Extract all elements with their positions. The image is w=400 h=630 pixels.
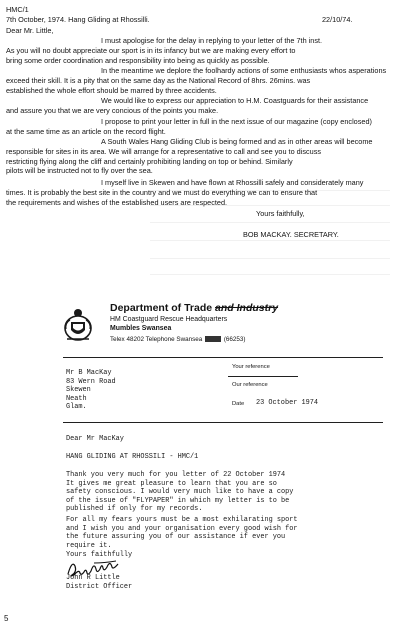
struck-text: and Industry — [215, 302, 279, 314]
address-line: Skewen — [66, 386, 91, 395]
text-line: of the issue of "FLYPAPER" in which my letter is to be — [66, 496, 290, 505]
text-line: I must apologise for the delay in replying to your letter of the 7th inst. — [101, 36, 323, 45]
paragraph-6 — [6, 178, 363, 207]
salutation: Dear Mr. Little, — [6, 26, 54, 35]
text-line: the requirements and wishes of the established users are respected. — [6, 197, 228, 207]
reference: HMC/1 — [6, 5, 29, 14]
agency-name: HM Coastguard Rescue Headquarters — [110, 316, 228, 323]
text-line: pilots will be instructed not to fly over the sea. — [6, 166, 153, 176]
address-line: Glam. — [66, 403, 87, 412]
salutation: Dear Mr MacKay — [66, 435, 124, 443]
text-line: responsible for sites in its area. We will arrange for a representative to call and see you to discuss — [6, 146, 322, 156]
royal-crest-icon — [63, 307, 93, 343]
paragraph-1 — [6, 36, 322, 65]
address-line: 83 Wern Road — [66, 377, 116, 386]
recipient-address — [66, 369, 116, 412]
text-line: exceed their skill. It is a pity that on the same day as the National Record of 8hrs. 26mins. was — [6, 75, 311, 85]
text-line: the future assuring you of our assistance if ever you — [66, 533, 286, 542]
text-line: For all my fears yours must be a most exhilarating sport — [66, 516, 298, 524]
text-line: established the whole effort should be marred by three accidents. — [6, 85, 217, 95]
signer-name: John R Little — [66, 574, 120, 582]
department-name: Department of Trade and Industry — [110, 302, 279, 314]
text-line: As you will no doubt appreciate our sport is in its infancy but we are making every effort to — [6, 45, 296, 55]
signer-title: District Officer — [66, 583, 133, 591]
paragraph-2 — [6, 66, 386, 95]
telex-line: Telex 48202 Telephone Swansea (66253) — [110, 336, 246, 343]
closing: Yours faithfully — [66, 551, 133, 559]
paragraph-1 — [66, 471, 293, 514]
date-value: 23 October 1974 — [256, 399, 319, 407]
text-line: We would like to express our appreciation to H.M. Coastguards for their assistance — [101, 96, 369, 105]
our-reference-label: Our reference — [232, 382, 268, 388]
text-line: safety conscious. I would very much like to have a copy — [66, 488, 294, 497]
letter-date: 22/10/74. — [322, 15, 353, 24]
signatory: BOB MACKAY. SECRETARY. — [243, 230, 339, 239]
divider — [63, 422, 383, 423]
text-line: It gives me great pleasure to learn that you are so — [66, 479, 277, 488]
reference-rule — [228, 376, 298, 377]
text-line: and I wish you and your organisation every good wish for — [66, 524, 298, 533]
text-line: and assure you that we are very concious of the points you make. — [6, 105, 219, 115]
your-reference-label: Your reference — [232, 364, 270, 370]
text-line: I propose to print your letter in full in the next issue of our magazine (copy enclosed) — [101, 117, 372, 126]
paragraph-3 — [6, 96, 368, 116]
text-line: restricting flying along the cliff and certainly prohibiting landing on top or behind. Similarly — [6, 156, 293, 166]
letter-subject: 7th October, 1974. Hang Gliding at Rhossilli. — [6, 15, 150, 24]
text-line: bring some order coordination and responsibility into being as quickly as possible. — [6, 55, 270, 65]
text-line: A South Wales Hang Gliding Club is being formed and as in other areas will become — [101, 137, 373, 146]
date-label: Date — [232, 401, 245, 407]
letter-subject: HANG GLIDING AT RHOSSILI - HMC/1 — [66, 453, 199, 461]
paragraph-2 — [66, 516, 298, 550]
text-line: at the same time as an article on the record flight. — [6, 126, 166, 136]
paragraph-4 — [6, 117, 372, 137]
page-number: 5 — [4, 614, 9, 623]
paragraph-5 — [6, 137, 372, 176]
text-line: I myself live in Skewen and have flown at Rhossilli safely and considerately many — [101, 178, 364, 187]
text-line: times. It is probably the best site in the country and we must do everything we can to ensure that — [6, 187, 318, 197]
divider — [63, 357, 383, 358]
text-line: published if only for my records. — [66, 505, 203, 514]
closing: Yours faithfully, — [256, 209, 305, 218]
redacted-block — [205, 336, 221, 342]
address-line: Neath — [66, 394, 87, 403]
text-line: Thank you very much for you letter of 22 October 1974 — [66, 471, 286, 479]
text-line: require it. — [66, 541, 112, 550]
text-line: In the meantime we deplore the foolhardy actions of some enthusiasts whos asperations — [101, 66, 387, 75]
address-line: Mr B MacKay — [66, 369, 112, 377]
location: Mumbles Swansea — [110, 325, 172, 332]
